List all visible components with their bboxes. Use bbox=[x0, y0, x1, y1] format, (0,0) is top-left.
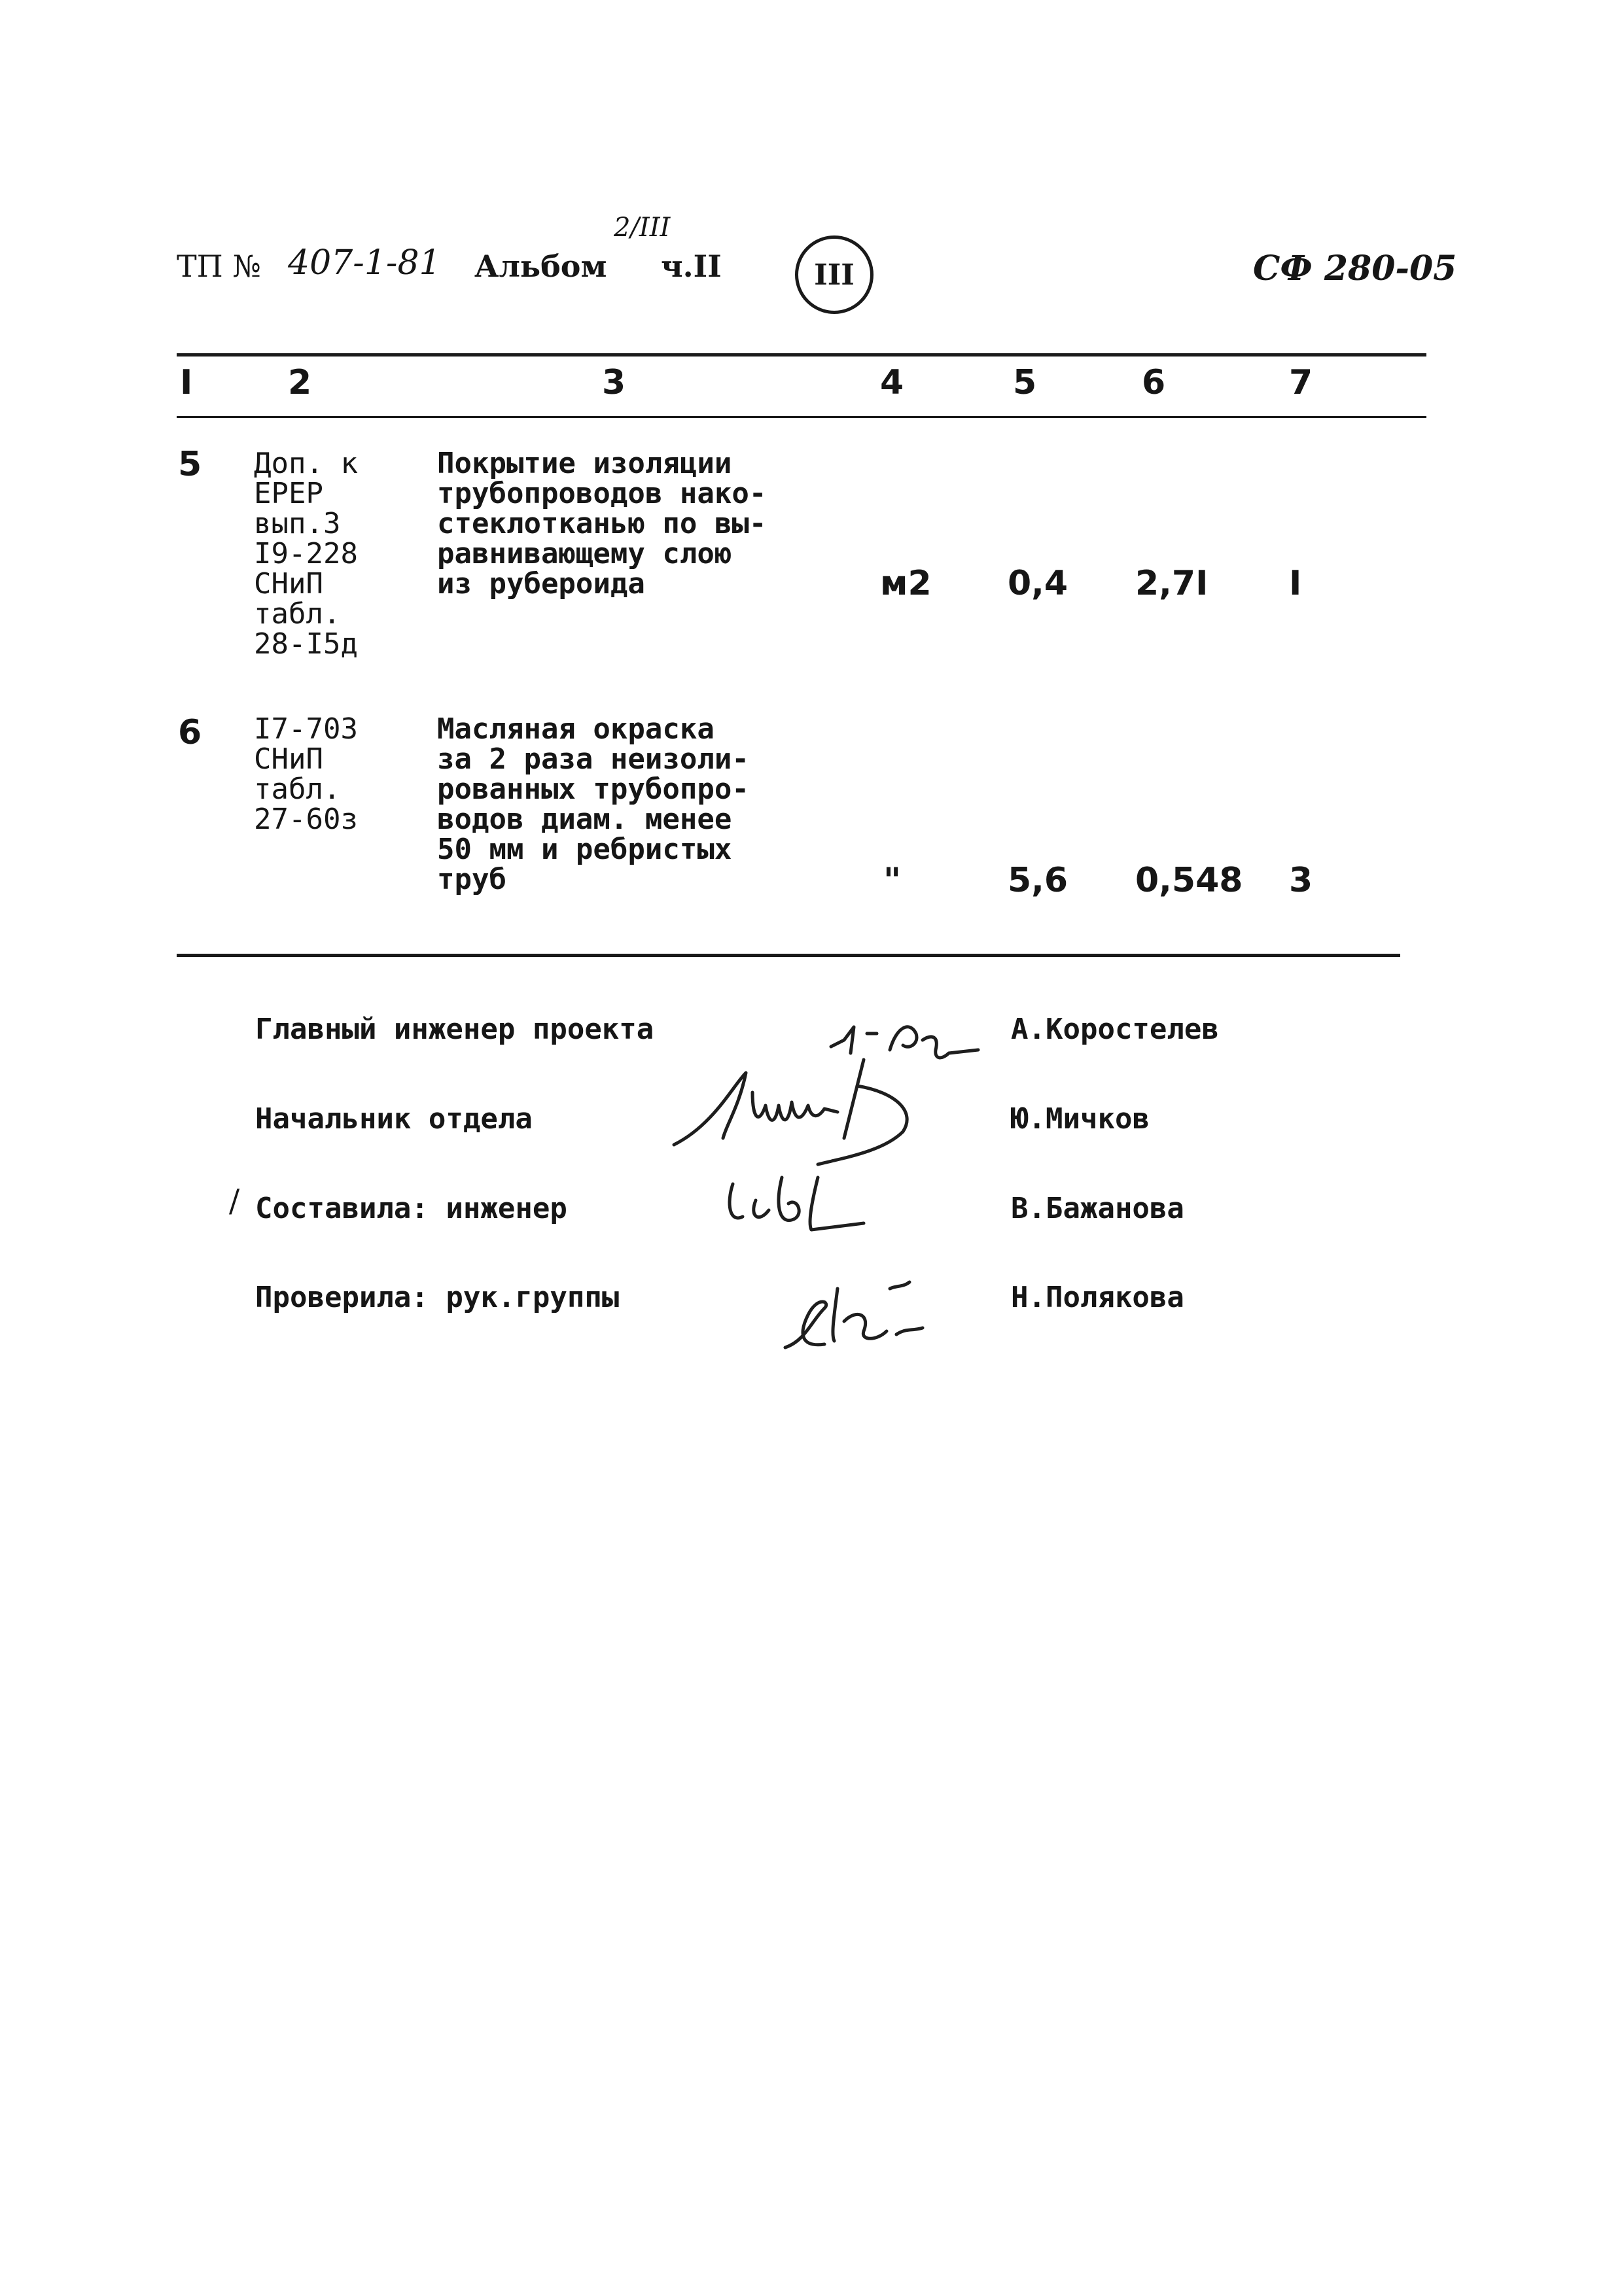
row-quantity: 0,4 bbox=[1008, 564, 1068, 603]
signature-role: Начальник отдела bbox=[255, 1102, 533, 1136]
album-label: Альбом bbox=[474, 249, 607, 284]
signature-michkov bbox=[661, 1047, 988, 1177]
signature-role: Главный инженер проекта bbox=[255, 1013, 654, 1046]
tp-number: 407-1-81 bbox=[288, 243, 441, 283]
signature-name: Н.Полякова bbox=[1011, 1281, 1184, 1314]
row-description: Покрытие изоляции трубопроводов нако- стеклотканью по вы- равнивающему слою из рубероида bbox=[437, 447, 767, 600]
page-seal: III bbox=[795, 235, 874, 314]
col-number-5: 5 bbox=[1013, 363, 1037, 402]
signature-name: А.Коростелев bbox=[1011, 1013, 1219, 1046]
signature-name: В.Бажанова bbox=[1011, 1192, 1184, 1225]
row-norm: 2,7I bbox=[1135, 564, 1209, 603]
row-quantity: 5,6 bbox=[1008, 861, 1068, 900]
signature-bazhanova bbox=[720, 1164, 890, 1243]
signature-polyakova bbox=[772, 1269, 942, 1367]
row-number: 5 bbox=[178, 445, 202, 484]
row-col7: 3 bbox=[1289, 861, 1313, 900]
part-label: ч.II bbox=[661, 249, 722, 284]
row-description: Масляная окраска за 2 раза неизоли- рованных трубопро- водов диам. менее 50 мм и ребристых труб bbox=[437, 712, 749, 896]
album-fraction: 2/III bbox=[614, 213, 671, 243]
row-col7: I bbox=[1289, 564, 1302, 603]
margin-mark: / bbox=[229, 1183, 240, 1219]
table-top-rule bbox=[177, 353, 1426, 357]
col-number-1: I bbox=[180, 363, 193, 402]
row-reference: I7-703 СНиП табл. 27-60з bbox=[254, 712, 358, 836]
row-number: 6 bbox=[178, 713, 202, 752]
col-number-7: 7 bbox=[1289, 363, 1313, 402]
col-number-6: 6 bbox=[1142, 363, 1166, 402]
document-code: СФ 280-05 bbox=[1253, 249, 1457, 288]
row-reference: Доп. к ЕРЕР вып.3 I9-228 СНиП табл. 28-I5д bbox=[254, 447, 358, 661]
row-unit: " bbox=[883, 861, 902, 900]
col-number-4: 4 bbox=[880, 363, 904, 402]
signature-role: Составила: инженер bbox=[255, 1192, 567, 1225]
col-number-2: 2 bbox=[288, 363, 312, 402]
signature-role: Проверила: рук.группы bbox=[255, 1281, 620, 1314]
signature-name: Ю.Мичков bbox=[1011, 1102, 1150, 1136]
row-norm: 0,548 bbox=[1135, 861, 1243, 900]
table-bottom-rule bbox=[177, 954, 1400, 957]
row-unit: м2 bbox=[880, 564, 932, 603]
col-number-3: 3 bbox=[602, 363, 626, 402]
header-bottom-rule bbox=[177, 416, 1426, 418]
tp-label: ТП № bbox=[177, 249, 261, 284]
